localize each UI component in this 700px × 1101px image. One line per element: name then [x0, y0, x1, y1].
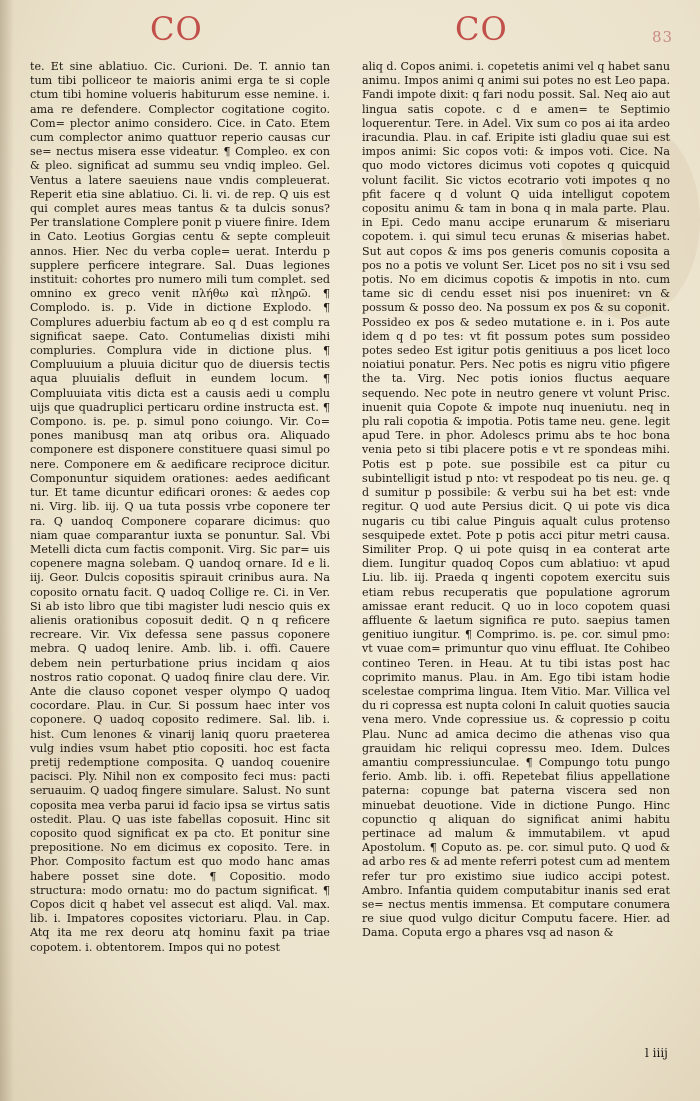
signature-mark: l iiij — [645, 1046, 668, 1060]
right-column-text: aliq d. Copos animi. i. copetetis animi vel q habet sanu animu. Impos animi q animi sui potes no est Leo papa. Fandi impote dixit: q fari nodu possit. Sal. Neq aio aut lingua satis copote. c d e amen= te Septimio loquerentur. Tere. in Adel. Vix sum co pos ai ita ardeo iracundia. Plau. in caf. Eripite isti gladiu quae sui est impos animi: Sic copos voti: & impos voti. Cice. Na quo modo victores dicimus voti copotes q quicquid volunt facilit. Sic victos ecotrario voti impotes q no pfit facere q d volunt Q uida intelligut copotem copositu animu & tam in bona q in mala parte. Plau. in Epi. Cedo manu accipe erunarum & miseriaru copotem. i. qui simul tecu erunas & miserias habet. Sut aut copos & ims pos generis comunis coposita a pos no a potis ve volunt Ser. Licet pos no sit i vsu sed potis. No em dicimus copotis & impotis in nto. cum tame sic di cendu esset nisi pos inueniret: vn & possum & posso deo. Na possum ex pos & su coponit. Possideo ex pos & sedeo mutatione e. in i. Pos aute idem q d po tes: vt fit possum potes sum possideo potes sedeo Est igitur potis genitiuus a pos licet loco noiatiui ponatur. Pers. Nec potis es nigru vitio pfigere the ta. Virg. Nec potis ionios fluctus aequare sequendo. Nec pote in neutro genere vt volunt Prisc. inuenit quia Copote & impote nuq inueniutu. neq in plu rali copotia & impotia. Potis tame neu. gene. legit apud Tere. in phor. Adolescs primu abs te hoc bona venia peto si tibi placere potis e vt re spondeas mihi. Potis est p pote. sue possibile est ca pitur cu subintelligit istud p nto: vt respodeat po tis neu. ge. q d sumitur p possibile: & verbu sui ha bet est: vnde regitur. Q uod aute Persius dicit. Q ui pote vis dica nugaris cu tibi calue Pinguis aqualt culus protenso sesquipede extet. Pote p potis acci pitur metri causa. Similiter Prop. Q ui pote quisq in ea conterat arte diem. Iungitur quadoq Copos cum ablatiuo: vt apud Liu. lib. iij. Praeda q ingenti copotem exercitu suis etiam rebus recuperatis que populatione agrorum amissae erant reducit. Q uo in loco copotem quasi affluente & laetum significa re puto. saepius tamen genitiuo iungitur. ¶ Comprimo. is. pe. cor. simul pmo: vt vuae com= primuntur quo vinu effluat. Ite Cohibeo contineo Teren. in Heau. At tu tibi istas post hac coprimito manus. Plau. in Am. Ego tibi istam hodie scelestae comprima lingua. Item Vitio. Mar. Villica vel du ri copressa est nupta coloni In caluit quoties saucia vena mero. Vnde copressiue us. & copressio p coitu Plau. Nunc ad amica decimo die athenas viso qua grauidam hic reliqui copressu meo. Idem. Dulces amantiu compressiunculae. ¶ Compungo totu pungo ferio. Amb. lib. i. offi. Repetebat filius appellatione paterna: copunge bat paterna viscera sed non minuebat deuotione. Vide in dictione Pungo. Hinc copunctio q aliquan do significat animi habitu pertinace ad malum & immutabilem. vt apud Apostolum. ¶ Coputo as. pe. cor. simul puto. Q uod & ad arbo res & ad mente referri potest cum ad mentem refer tur pro existimo siue iudico accipi potest. Ambro. Infantia quidem computabitur inanis sed erat se= nectus mentis immensa. Et computare conumera re siue quod vulgo dicitur Computu facere. Hier. ad Dama. Coputa ergo a phares vsq ad nason & — [362, 60, 670, 940]
gutter-shadow — [0, 0, 14, 1101]
marginal-heading-left: CO — [150, 10, 203, 48]
folio-number: 83 — [652, 28, 674, 46]
right-text-column — [362, 60, 670, 1070]
left-text-column — [30, 60, 330, 1065]
left-column-text: te. Et sine ablatiuo. Cic. Curioni. De. T. annio tan tum tibi polliceor te maioris animi erga te si cople ctum tibi homine volueris habiturum esse nemine. i. ama re defendere. Complector cogitatione cogito. Com= plector animo considero. Cice. in Cato. Etem cum complector animo quattuor reperio causas cur se= nectus misera esse videatur. ¶ Compleo. ex con & pleo. significat ad summu seu vndiq impleo. Gel. Ventus a latere saeuiens naue vndis compleuerat. Reperit etia sine ablatiuo. Ci. li. vi. de rep. Q uis est qui complet aures meas tantus & ta dulcis sonus? Per translatione Complere ponit p viuere finire. Idem in Cato. Leotius Gorgias centu & septe compleuit annos. Hier. Nec du verba cople= uerat. Interdu p supplere perficere integrare. Sal. Duas legiones instituit: cohortes pro numero mili tum complet. sed omnino ex greco venit πλήθω καὶ πληρῶ. ¶ Complodo. is. p. Vide in dictione Explodo. ¶ Complures aduerbiu factum ab eo q d est complu ra significat saepe. Cato. Contumelias dixisti mihi compluries. Complura vide in dictione plus. ¶ Compluuium a pluuia dicitur quo de diuersis tectis aqua pluuialis defluit in eundem locum. ¶ Compluuiata vitis dicta est a causis aedi u complu uijs que quadruplici perticaru ordine instructa est. ¶ Compono. is. pe. p. simul pono coiungo. Vir. Co= pones manibusq man atq oribus ora. Aliquado componere est disponere constituere quasi simul po nere. Componere em & aedificare reciproce dicitur. Componuntur siquidem orationes: aedes aedificant tur. Et tame dicuntur edificari orones: & aedes cop ni. Virg. lib. iij. Q ua tuta possis vrbe coponere ter ra. Q uandoq Componere coparare dicimus: quo niam quae comparantur iuxta se ponuntur. Sal. Vbi Metelli dicta cum factis componit. Virg. Sic par= uis copenere magna solebam. Q uandoq ornare. Id e li. iij. Geor. Dulcis copositis spirauit crinibus aura. Na coposito ornatu facit. Q uadoq Collige re. Ci. in Ver. Si ab isto libro que tibi magister ludi nescio quis ex alienis orationibus coposuit dedit. Q n q reficere recreare. Vir. Vix defessa sene passus coponere mebra. Q uadoq lenire. Amb. lib. i. offi. Cauere debem nein perturbatione prius incidam q aios nostros ratio coponat. Q uadoq finire clau dere. Vir. Ante die clauso coponet vesper olympo Q uadoq cocordare. Plau. in Cur. Si possum haec inter vos coponere. Q uadoq coposito redimere. Sal. lib. i. hist. Cum lenones & vinarij laniq quoru praeterea vulg indies vsum habet ptio copositi. hoc est facta pretij redemptione composita. Q uandoq couenire pacisci. Ply. Nihil non ex composito feci mus: pacti seruauim. Q uadoq fingere simulare. Salust. No sunt coposita mea verba parui id facio ipsa se virtus satis ostedit. Plau. Q uas iste fabellas coposuit. Hinc sit coposito quod significat ex pa cto. Et ponitur sine prepositione. No em dicimus ex coposito. Tere. in Phor. Composito factum est quo modo hanc amas habere posset sine dote. ¶ Copositio. modo structura: modo ornatu: mo do pactum significat. ¶ Copos dicit q habet vel assecut est aliqd. Val. max. lib. i. Impatores coposites victoriaru. Plau. in Cap. Atq ita me rex deoru atq hominu faxit pa triae copotem. i. obtentorem. Impos qui no potest — [30, 60, 330, 954]
marginal-heading-right: CO — [455, 10, 508, 48]
